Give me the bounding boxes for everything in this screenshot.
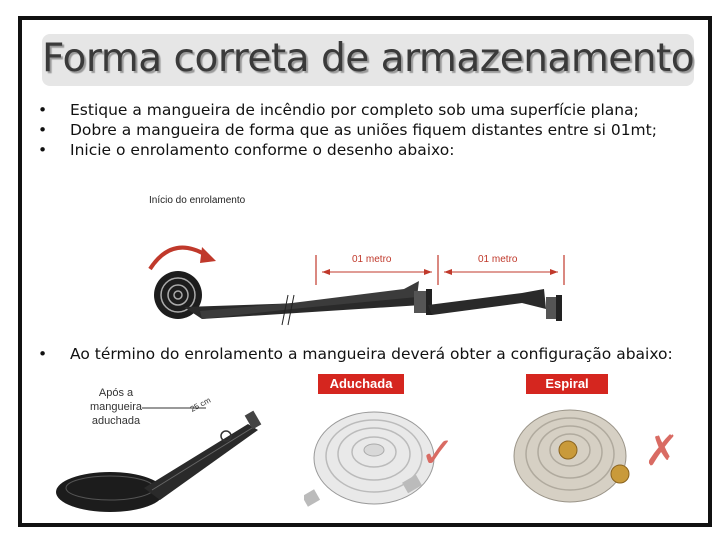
bullet-icon: •	[38, 101, 48, 119]
list-item-final: • Ao término do enrolamento a mangueira deverá obter a configuração abaixo:	[38, 345, 673, 363]
correct-check-icon: ✓	[420, 428, 456, 477]
list-item: • Inicie o enrolamento conforme o desenho abaixo:	[38, 141, 455, 159]
distance-label-1: 01 metro	[352, 254, 392, 265]
coiled-hose-drawing	[48, 380, 288, 520]
bullet-icon: •	[38, 121, 48, 139]
instruction-list	[36, 100, 706, 160]
caption-line2: mangueira	[90, 401, 142, 413]
title-bar	[42, 34, 694, 86]
list-item: • Estique a mangueira de incêndio por completo sob uma superfície plana;	[38, 101, 639, 119]
coiled-hose	[56, 472, 164, 512]
slide-frame	[18, 16, 712, 527]
distance-label-2: 01 metro	[478, 254, 518, 265]
list-item: • Dobre a mangueira de forma que as uniões fiquem distantes entre si 01mt;	[38, 121, 657, 139]
coupling-1	[414, 291, 428, 313]
caption-line1: Após a	[98, 387, 134, 399]
rolling-arrow-icon	[150, 248, 206, 269]
espiral-label: Espiral	[526, 374, 608, 394]
bullet-icon: •	[38, 345, 48, 363]
incorrect-x-icon: ✗	[644, 426, 680, 475]
espiral-photo	[512, 398, 662, 510]
rolling-diagram	[142, 185, 592, 335]
bullet-icon: •	[38, 141, 48, 159]
measure-label: 25 cm	[188, 395, 213, 414]
start-label: Início do enrolamento	[149, 195, 246, 206]
page-title: Forma correta de armazenamento	[42, 36, 695, 81]
aduchada-label: Aduchada	[318, 374, 404, 394]
caption-line3: aduchada	[91, 415, 141, 427]
